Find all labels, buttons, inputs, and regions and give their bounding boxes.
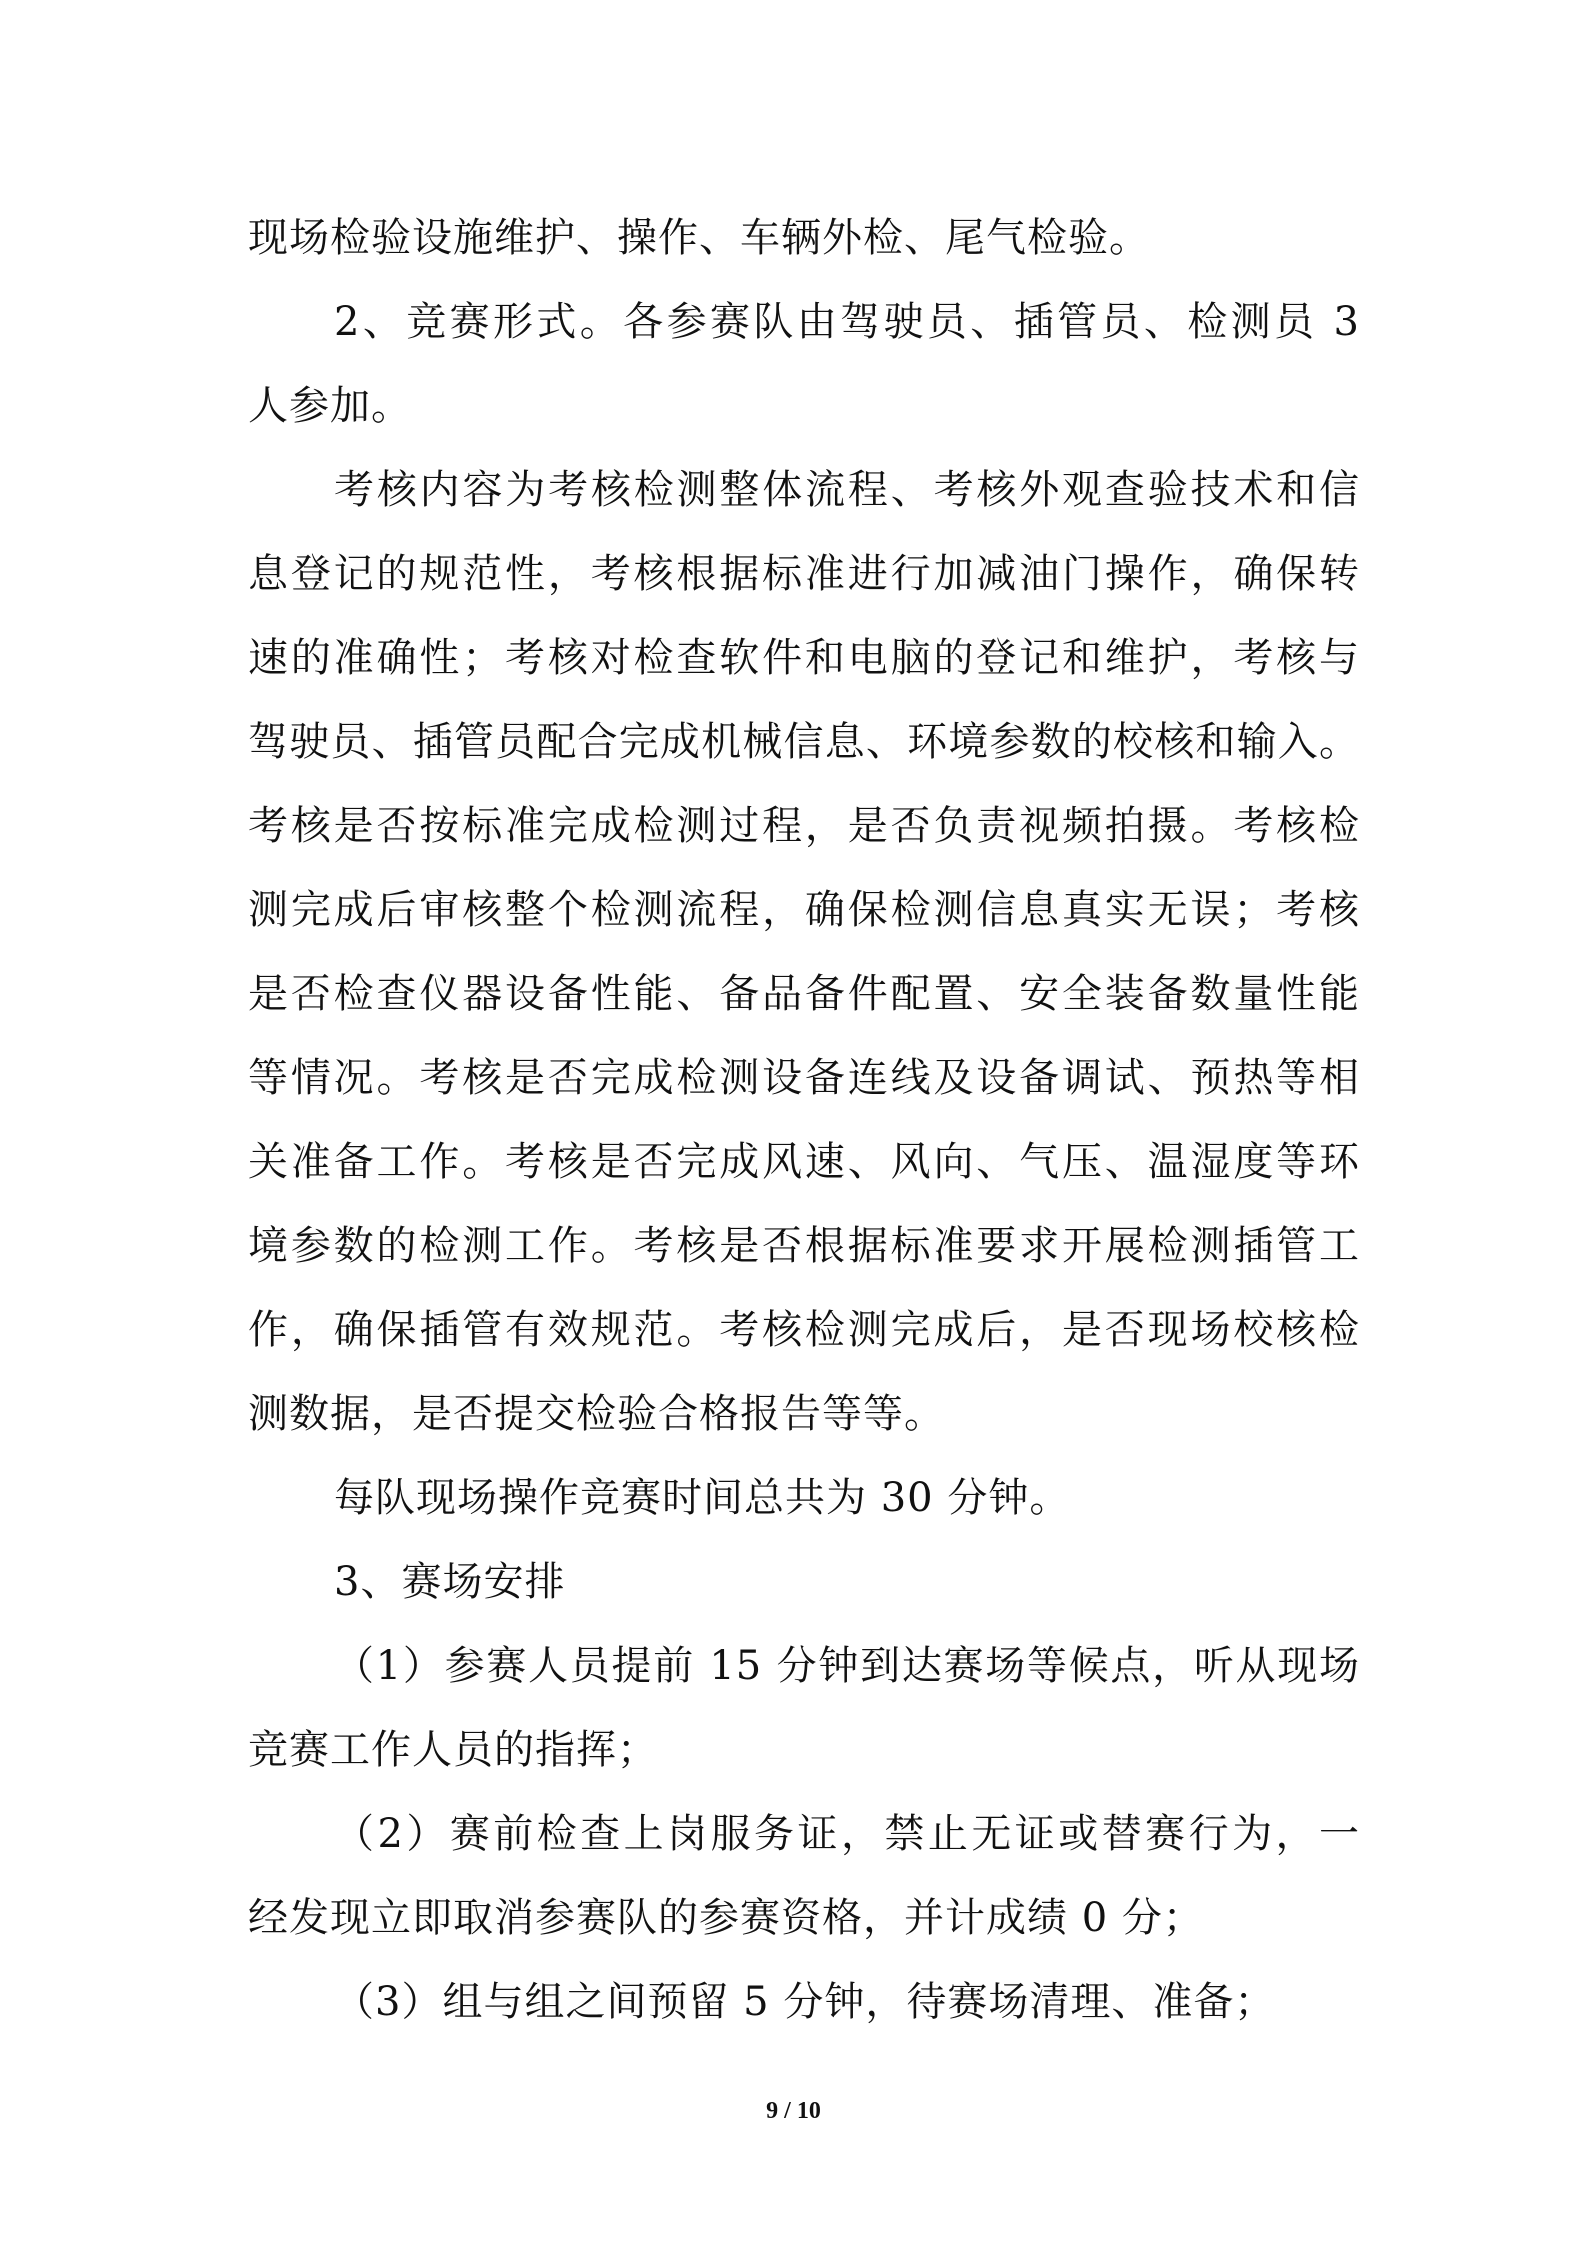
text-line: 等情况。考核是否完成检测设备连线及设备调试、预热等相: [248, 1055, 1360, 1101]
text-line: 关准备工作。考核是否完成风速、风向、气压、温湿度等环: [248, 1139, 1360, 1185]
text-line: 每队现场操作竞赛时间总共为 30 分钟。: [334, 1475, 1071, 1521]
text-line: （1）参赛人员提前 15 分钟到达赛场等候点，听从现场: [334, 1643, 1360, 1689]
page-number: 9 / 10: [766, 2098, 821, 2124]
text-line: 2、竞赛形式。各参赛队由驾驶员、插管员、检测员 3: [334, 299, 1360, 345]
text-line: 测数据，是否提交检验合格报告等等。: [248, 1391, 945, 1437]
text-line: 境参数的检测工作。考核是否根据标准要求开展检测插管工: [248, 1223, 1360, 1269]
text-line: 驾驶员、插管员配合完成机械信息、环境参数的校核和输入。: [248, 719, 1360, 765]
text-line: 经发现立即取消参赛队的参赛资格，并计成绩 0 分；: [248, 1895, 1204, 1941]
text-line: 现场检验设施维护、操作、车辆外检、尾气检验。: [248, 215, 1150, 261]
text-line: 人参加。: [248, 383, 412, 429]
text-line: 竞赛工作人员的指挥；: [248, 1727, 658, 1773]
text-line: （3）组与组之间预留 5 分钟，待赛场清理、准备；: [334, 1979, 1276, 2025]
text-line: 3、赛场安排: [334, 1559, 566, 1605]
text-line: （2）赛前检查上岗服务证，禁止无证或替赛行为，一: [334, 1811, 1360, 1857]
text-line: 测完成后审核整个检测流程，确保检测信息真实无误；考核: [248, 887, 1360, 933]
text-line: 作，确保插管有效规范。考核检测完成后，是否现场校核检: [248, 1307, 1360, 1353]
text-line: 速的准确性；考核对检查软件和电脑的登记和维护，考核与: [248, 635, 1360, 681]
text-line: 考核内容为考核检测整体流程、考核外观查验技术和信: [334, 467, 1360, 513]
body-text: [248, 196, 1360, 2044]
text-line: 是否检查仪器设备性能、备品备件配置、安全装备数量性能: [248, 971, 1360, 1017]
text-line: 考核是否按标准完成检测过程，是否负责视频拍摄。考核检: [248, 803, 1360, 849]
text-line: 息登记的规范性，考核根据标准进行加减油门操作，确保转: [248, 551, 1360, 597]
